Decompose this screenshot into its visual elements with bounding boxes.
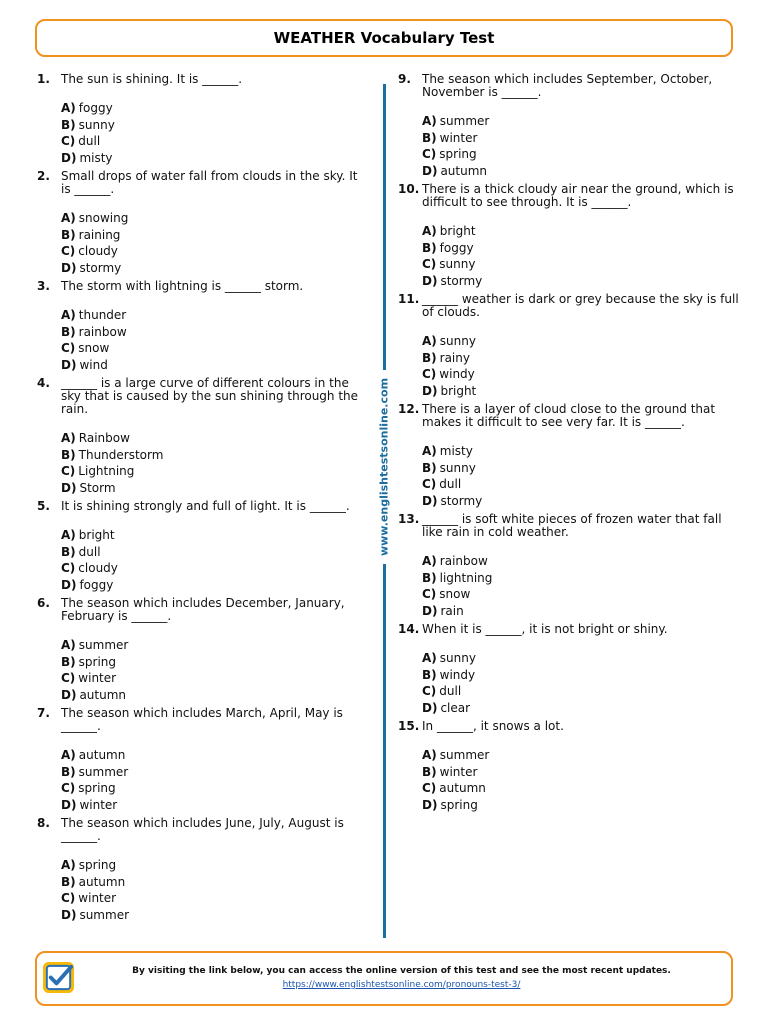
- option-text: snow: [78, 341, 110, 355]
- right-question-column: [398, 73, 743, 817]
- option-text: clear: [440, 700, 471, 715]
- option-letter: D): [61, 577, 77, 592]
- option-letter: B): [422, 130, 437, 145]
- answer-option: [61, 340, 367, 357]
- option-text: bright: [440, 383, 477, 398]
- question-number: 8.: [37, 816, 50, 830]
- question-text: ______ weather is dark or grey because the sky is full of clouds.: [422, 292, 739, 319]
- answer-option: [61, 480, 367, 497]
- question-14: [398, 623, 743, 716]
- answer-options: [61, 527, 367, 593]
- option-letter: C): [61, 671, 76, 685]
- footer-box: [35, 951, 733, 1006]
- answer-option: [61, 560, 367, 577]
- answer-option: [422, 460, 743, 477]
- option-letter: D): [422, 797, 438, 812]
- answer-option: [61, 577, 367, 594]
- question-9: [398, 73, 743, 179]
- question-text: The season which includes March, April, May is ______.: [61, 706, 343, 733]
- question-text: There is a layer of cloud close to the ground that makes it difficult to see very far. It is ______.: [422, 402, 716, 429]
- option-letter: B): [61, 447, 76, 462]
- footer-text: By visiting the link below, you can access the online version of this test and see the most recent updates.: [132, 966, 671, 976]
- answer-option: [422, 256, 743, 273]
- option-text: winter: [78, 671, 117, 685]
- answer-option: [422, 764, 743, 781]
- answer-option: [61, 260, 367, 277]
- option-letter: A): [422, 334, 437, 348]
- question-1: [37, 73, 367, 166]
- page-title: WEATHER Vocabulary Test: [273, 29, 495, 47]
- question-5: [37, 500, 367, 593]
- answer-option: [61, 307, 367, 324]
- question-text: The season which includes June, July, August is ______.: [61, 816, 344, 843]
- option-text: winter: [79, 797, 118, 812]
- answer-option: [61, 780, 367, 797]
- question-8: [37, 817, 367, 923]
- answer-option: [61, 324, 367, 341]
- answer-option: [422, 797, 743, 814]
- answer-option: [61, 857, 367, 874]
- answer-option: [422, 476, 743, 493]
- answer-option: [61, 907, 367, 924]
- question-15: [398, 720, 743, 813]
- option-letter: C): [422, 684, 437, 698]
- option-text: windy: [439, 667, 476, 682]
- answer-option: [61, 133, 367, 150]
- question-text: The sun is shining. It is ______.: [61, 72, 243, 86]
- answer-options: [422, 747, 743, 813]
- option-text: snowing: [78, 211, 129, 225]
- answer-option: [61, 150, 367, 167]
- option-text: Rainbow: [78, 431, 130, 445]
- option-text: spring: [440, 797, 478, 812]
- option-text: thunder: [78, 308, 127, 322]
- option-text: cloudy: [78, 244, 118, 258]
- option-text: windy: [439, 367, 475, 381]
- option-letter: B): [61, 117, 76, 132]
- question-number: 10.: [398, 182, 420, 196]
- option-text: Thunderstorm: [78, 447, 164, 462]
- option-letter: A): [61, 308, 76, 322]
- option-text: autumn: [78, 748, 126, 762]
- question-number: 3.: [37, 279, 50, 293]
- option-text: lightning: [439, 570, 493, 585]
- option-letter: C): [61, 781, 76, 795]
- answer-options: [422, 113, 743, 179]
- answer-option: [422, 350, 743, 367]
- question-4: [37, 377, 367, 496]
- answer-option: [422, 163, 743, 180]
- answer-option: [61, 210, 367, 227]
- option-letter: D): [61, 260, 77, 275]
- option-text: bright: [78, 528, 115, 542]
- option-text: bright: [439, 224, 476, 238]
- option-letter: B): [422, 570, 437, 585]
- question-7: [37, 707, 367, 813]
- option-text: autumn: [440, 163, 488, 178]
- question-text: The storm with lightning is ______ storm.: [61, 279, 304, 293]
- option-letter: B): [61, 227, 76, 242]
- option-letter: A): [61, 101, 76, 115]
- option-text: misty: [79, 150, 113, 165]
- question-6: [37, 597, 367, 703]
- question-10: [398, 183, 743, 289]
- question-number: 13.: [398, 512, 420, 526]
- option-letter: A): [422, 554, 437, 568]
- option-letter: A): [61, 431, 76, 445]
- option-letter: C): [422, 781, 437, 795]
- option-letter: D): [422, 700, 438, 715]
- option-letter: D): [422, 273, 438, 288]
- option-text: rainbow: [78, 324, 127, 339]
- question-11: [398, 293, 743, 399]
- answer-option: [422, 586, 743, 603]
- option-letter: B): [61, 324, 76, 339]
- question-number: 1.: [37, 72, 50, 86]
- option-text: cloudy: [78, 561, 118, 575]
- answer-options: [61, 100, 367, 166]
- answer-option: [61, 430, 367, 447]
- option-text: rainy: [439, 350, 470, 365]
- option-text: winter: [439, 764, 478, 779]
- answer-options: [61, 747, 367, 813]
- answer-option: [422, 603, 743, 620]
- answer-option: [61, 117, 367, 134]
- answer-option: [61, 447, 367, 464]
- option-text: misty: [439, 444, 473, 458]
- option-letter: C): [61, 134, 76, 148]
- option-text: raining: [78, 227, 121, 242]
- option-letter: D): [61, 907, 77, 922]
- left-question-column: [37, 73, 367, 927]
- question-number: 12.: [398, 402, 420, 416]
- option-letter: B): [61, 544, 76, 559]
- question-number: 4.: [37, 376, 50, 390]
- option-text: summer: [78, 638, 129, 652]
- option-letter: B): [61, 654, 76, 669]
- option-text: winter: [78, 891, 117, 905]
- answer-option: [61, 670, 367, 687]
- answer-option: [61, 797, 367, 814]
- option-text: foggy: [78, 101, 113, 115]
- option-letter: C): [61, 464, 76, 478]
- option-text: spring: [78, 654, 116, 669]
- option-text: snow: [439, 587, 471, 601]
- option-text: rainbow: [439, 554, 488, 568]
- option-letter: B): [422, 240, 437, 255]
- answer-option: [422, 667, 743, 684]
- option-text: sunny: [439, 460, 476, 475]
- option-text: stormy: [79, 260, 122, 275]
- answer-option: [422, 553, 743, 570]
- option-letter: B): [422, 764, 437, 779]
- answer-options: [422, 553, 743, 619]
- question-text: The season which includes September, October, November is ______.: [422, 72, 713, 99]
- question-text: Small drops of water fall from clouds in the sky. It is ______.: [61, 169, 358, 196]
- option-text: dull: [78, 544, 101, 559]
- option-text: dull: [78, 134, 101, 148]
- answer-options: [61, 210, 367, 276]
- option-text: wind: [79, 357, 108, 372]
- option-letter: D): [422, 493, 438, 508]
- answer-options: [61, 637, 367, 703]
- answer-option: [61, 357, 367, 374]
- answer-option: [422, 683, 743, 700]
- option-letter: C): [61, 341, 76, 355]
- answer-option: [422, 650, 743, 667]
- option-letter: A): [61, 858, 76, 872]
- website-vertical-label: www.englishtestsonline.com: [378, 370, 391, 564]
- option-text: stormy: [440, 493, 483, 508]
- option-letter: A): [422, 114, 437, 128]
- answer-option: [61, 890, 367, 907]
- title-box: [35, 19, 733, 57]
- answer-option: [61, 654, 367, 671]
- option-text: autumn: [439, 781, 486, 795]
- answer-option: [422, 747, 743, 764]
- question-number: 6.: [37, 596, 50, 610]
- answer-option: [61, 527, 367, 544]
- answer-option: [61, 544, 367, 561]
- answer-option: [422, 273, 743, 290]
- option-text: autumn: [78, 874, 126, 889]
- answer-options: [422, 223, 743, 289]
- option-letter: C): [422, 477, 437, 491]
- answer-options: [61, 307, 367, 373]
- answer-option: [422, 700, 743, 717]
- answer-option: [422, 223, 743, 240]
- answer-option: [422, 333, 743, 350]
- question-number: 11.: [398, 292, 420, 306]
- option-text: sunny: [439, 651, 476, 665]
- option-text: sunny: [439, 257, 476, 271]
- option-text: stormy: [440, 273, 483, 288]
- option-letter: D): [61, 150, 77, 165]
- answer-option: [61, 243, 367, 260]
- option-letter: C): [61, 244, 76, 258]
- answer-option: [61, 227, 367, 244]
- option-letter: D): [61, 797, 77, 812]
- answer-option: [422, 130, 743, 147]
- question-text: There is a thick cloudy air near the ground, which is difficult to see through. It is ______.: [422, 182, 734, 209]
- question-text: ______ is a large curve of different colours in the sky that is caused by the sun shining through the rain.: [61, 376, 359, 416]
- option-letter: A): [422, 224, 437, 238]
- option-text: foggy: [439, 240, 474, 255]
- option-letter: B): [61, 874, 76, 889]
- option-letter: D): [422, 603, 438, 618]
- question-number: 5.: [37, 499, 50, 513]
- option-text: foggy: [79, 577, 114, 592]
- option-letter: D): [61, 480, 77, 495]
- option-text: sunny: [439, 334, 476, 348]
- answer-option: [61, 463, 367, 480]
- option-letter: C): [61, 891, 76, 905]
- answer-option: [61, 874, 367, 891]
- option-text: summer: [439, 114, 490, 128]
- answer-option: [61, 637, 367, 654]
- answer-options: [422, 443, 743, 509]
- answer-options: [61, 857, 367, 923]
- answer-option: [422, 146, 743, 163]
- answer-option: [422, 443, 743, 460]
- option-letter: C): [422, 367, 437, 381]
- question-number: 7.: [37, 706, 50, 720]
- option-letter: A): [422, 748, 437, 762]
- question-number: 15.: [398, 719, 420, 733]
- option-text: winter: [439, 130, 478, 145]
- question-number: 14.: [398, 622, 420, 636]
- option-letter: A): [61, 638, 76, 652]
- option-letter: B): [422, 350, 437, 365]
- option-letter: C): [61, 561, 76, 575]
- option-text: dull: [439, 684, 462, 698]
- answer-option: [422, 780, 743, 797]
- answer-option: [61, 687, 367, 704]
- answer-option: [422, 493, 743, 510]
- footer-link[interactable]: https://www.englishtestsonline.com/pronouns-test-3/: [282, 980, 521, 990]
- answer-option: [422, 366, 743, 383]
- question-12: [398, 403, 743, 509]
- option-text: sunny: [78, 117, 115, 132]
- option-text: Storm: [79, 480, 116, 495]
- question-text: The season which includes December, January, February is ______.: [61, 596, 345, 623]
- question-2: [37, 170, 367, 276]
- option-letter: D): [61, 687, 77, 702]
- option-letter: A): [61, 748, 76, 762]
- answer-option: [61, 747, 367, 764]
- answer-options: [422, 650, 743, 716]
- question-text: It is shining strongly and full of light. It is ______.: [61, 499, 350, 513]
- option-letter: D): [61, 357, 77, 372]
- option-letter: B): [422, 667, 437, 682]
- option-text: autumn: [79, 687, 127, 702]
- answer-option: [422, 570, 743, 587]
- option-letter: A): [61, 211, 76, 225]
- answer-option: [61, 764, 367, 781]
- option-letter: C): [422, 587, 437, 601]
- option-text: summer: [79, 907, 130, 922]
- question-text: In ______, it snows a lot.: [422, 719, 564, 733]
- option-letter: A): [61, 528, 76, 542]
- question-3: [37, 280, 367, 373]
- option-text: Lightning: [78, 464, 135, 478]
- option-letter: C): [422, 257, 437, 271]
- answer-options: [61, 430, 367, 496]
- option-text: dull: [439, 477, 462, 491]
- option-letter: D): [422, 163, 438, 178]
- answer-options: [422, 333, 743, 399]
- answer-option: [422, 113, 743, 130]
- option-text: summer: [439, 748, 490, 762]
- answer-option: [61, 100, 367, 117]
- option-letter: A): [422, 444, 437, 458]
- option-text: summer: [78, 764, 129, 779]
- question-text: When it is ______, it is not bright or shiny.: [422, 622, 668, 636]
- option-letter: A): [422, 651, 437, 665]
- option-letter: B): [61, 764, 76, 779]
- checkbox-check-icon: [42, 961, 75, 994]
- option-text: spring: [439, 147, 477, 161]
- question-text: ______ is soft white pieces of frozen water that fall like rain in cold weather.: [422, 512, 722, 539]
- question-13: [398, 513, 743, 619]
- option-text: spring: [78, 858, 117, 872]
- option-letter: B): [422, 460, 437, 475]
- answer-option: [422, 383, 743, 400]
- option-letter: C): [422, 147, 437, 161]
- option-letter: D): [422, 383, 438, 398]
- question-number: 9.: [398, 72, 411, 86]
- question-number: 2.: [37, 169, 50, 183]
- option-text: rain: [440, 603, 464, 618]
- answer-option: [422, 240, 743, 257]
- option-text: spring: [78, 781, 116, 795]
